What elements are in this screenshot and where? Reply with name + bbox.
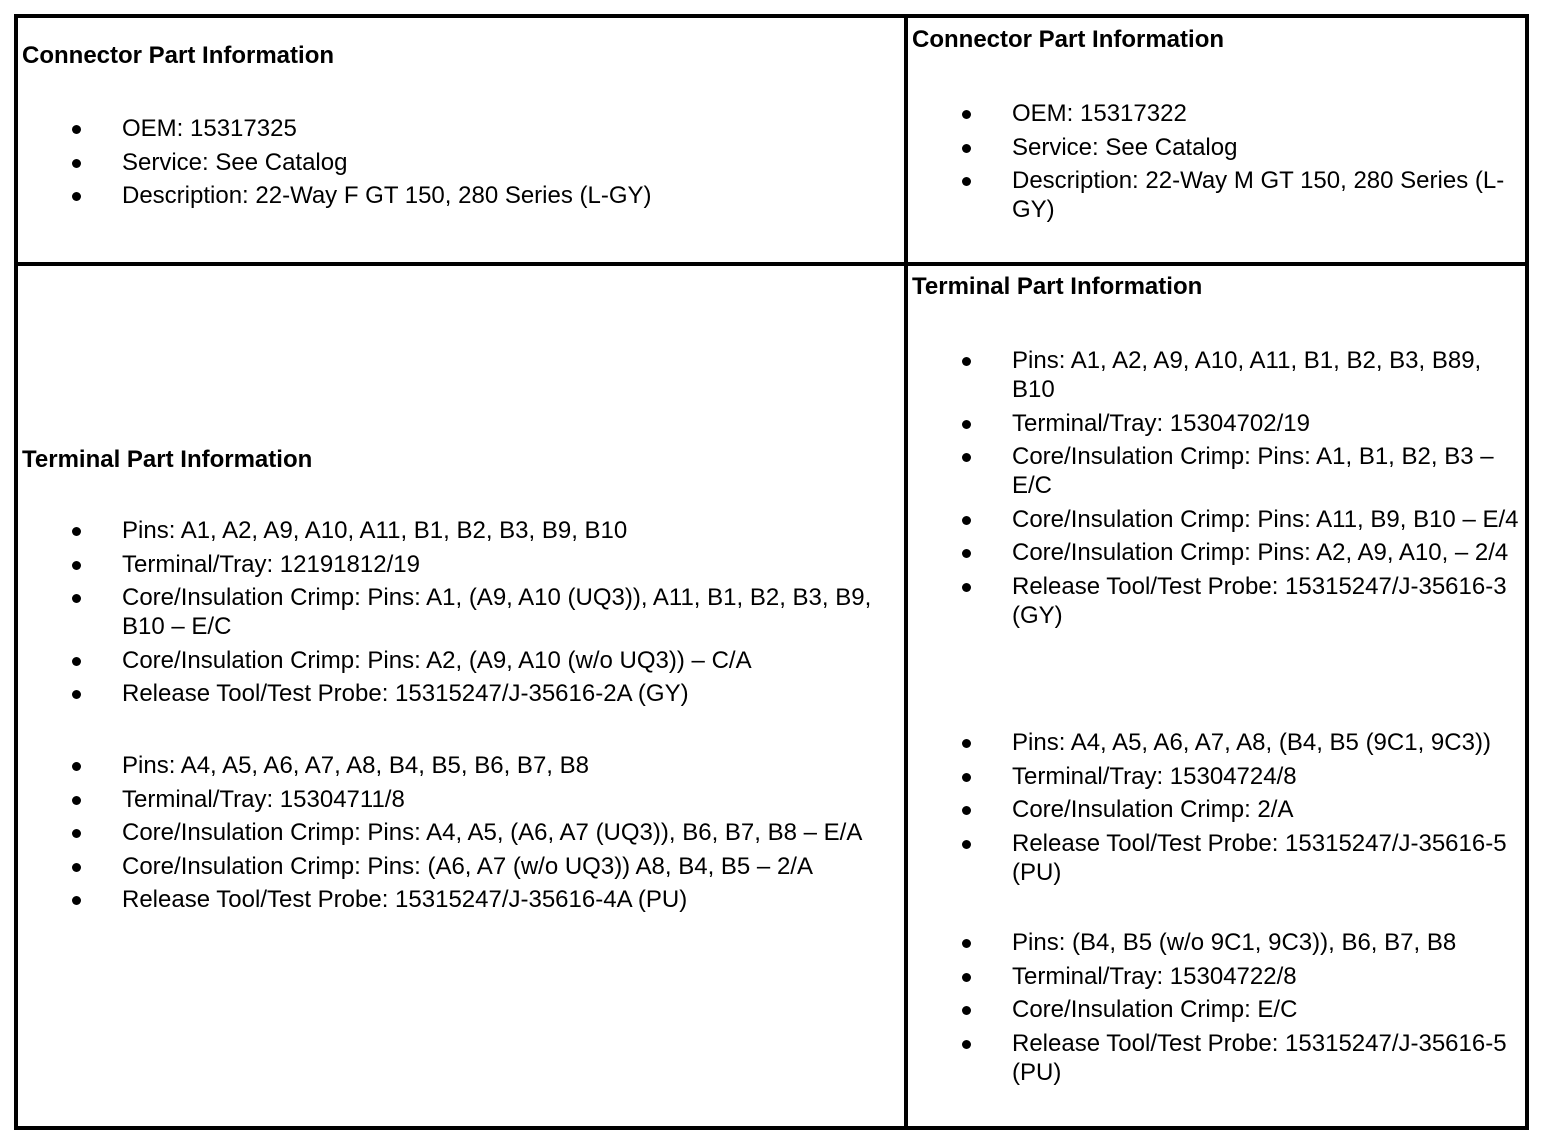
list-item: Pins: A4, A5, A6, A7, A8, (B4, B5 (9C1, 9C3)) — [1012, 728, 1524, 757]
list-item: Release Tool/Test Probe: 15315247/J-35616-5 (PU) — [1012, 1029, 1524, 1087]
terminal-group-list — [1012, 346, 1524, 634]
terminal-info-cell-left — [18, 266, 908, 1126]
list-item: Core/Insulation Crimp: Pins: A2, (A9, A10 (w/o UQ3)) – C/A — [122, 646, 902, 675]
connector-info-cell-right — [908, 18, 1525, 266]
bullet-icon — [962, 420, 971, 429]
terminal-heading: Terminal Part Information — [22, 446, 313, 473]
bullet-icon — [962, 110, 971, 119]
bullet-icon — [72, 690, 81, 699]
bullet-icon — [72, 527, 81, 536]
bullet-icon — [962, 357, 971, 366]
list-item: Terminal/Tray: 15304722/8 — [1012, 962, 1524, 991]
list-item: Release Tool/Test Probe: 15315247/J-35616-4A (PU) — [122, 885, 902, 914]
list-item: OEM: 15317322 — [1012, 99, 1524, 128]
bullet-icon — [962, 453, 971, 462]
bullet-icon — [962, 144, 971, 153]
list-item: Release Tool/Test Probe: 15315247/J-35616-3 (GY) — [1012, 572, 1524, 630]
bullet-icon — [72, 762, 81, 771]
bullet-icon — [72, 896, 81, 905]
list-item: Core/Insulation Crimp: Pins: A2, A9, A10, – 2/4 — [1012, 538, 1524, 567]
bullet-icon — [72, 192, 81, 201]
list-item: Core/Insulation Crimp: Pins: (A6, A7 (w/o UQ3)) A8, B4, B5 – 2/A — [122, 852, 902, 881]
list-item: Description: 22-Way M GT 150, 280 Series (L-GY) — [1012, 166, 1524, 224]
list-item: Terminal/Tray: 12191812/19 — [122, 550, 902, 579]
list-item: Release Tool/Test Probe: 15315247/J-35616-2A (GY) — [122, 679, 902, 708]
list-item: Core/Insulation Crimp: 2/A — [1012, 795, 1524, 824]
bullet-icon — [72, 594, 81, 603]
list-item: Core/Insulation Crimp: Pins: A1, (A9, A10 (UQ3)), A11, B1, B2, B3, B9, B10 – E/C — [122, 583, 902, 641]
bullet-icon — [962, 806, 971, 815]
list-item: Description: 22-Way F GT 150, 280 Series (L-GY) — [122, 181, 882, 210]
bullet-icon — [72, 657, 81, 666]
terminal-info-cell-right — [908, 266, 1525, 1126]
list-item: Core/Insulation Crimp: Pins: A11, B9, B10 – E/4 — [1012, 505, 1524, 534]
bullet-icon — [962, 549, 971, 558]
list-item: OEM: 15317325 — [122, 114, 882, 143]
connector-heading: Connector Part Information — [912, 26, 1225, 53]
bullet-icon — [72, 125, 81, 134]
list-item: Pins: A1, A2, A9, A10, A11, B1, B2, B3, B9, B10 — [122, 516, 902, 545]
list-item: Core/Insulation Crimp: Pins: A4, A5, (A6, A7 (UQ3)), B6, B7, B8 – E/A — [122, 818, 902, 847]
bullet-icon — [962, 1040, 971, 1049]
bullet-icon — [962, 177, 971, 186]
bullet-icon — [72, 863, 81, 872]
terminal-group-list — [1012, 728, 1524, 891]
connector-list — [122, 114, 882, 215]
connector-list — [1012, 99, 1524, 229]
connector-heading: Connector Part Information — [22, 42, 335, 69]
bullet-icon — [962, 973, 971, 982]
bullet-icon — [72, 159, 81, 168]
bullet-icon — [962, 773, 971, 782]
list-item: Pins: A4, A5, A6, A7, A8, B4, B5, B6, B7, B8 — [122, 751, 902, 780]
list-item: Service: See Catalog — [122, 148, 882, 177]
list-item: Terminal/Tray: 15304702/19 — [1012, 409, 1524, 438]
parts-info-table — [14, 14, 1529, 1130]
list-item: Terminal/Tray: 15304724/8 — [1012, 762, 1524, 791]
list-item: Service: See Catalog — [1012, 133, 1524, 162]
bullet-icon — [962, 583, 971, 592]
bullet-icon — [962, 516, 971, 525]
list-item: Release Tool/Test Probe: 15315247/J-35616-5 (PU) — [1012, 829, 1524, 887]
terminal-group-list — [122, 516, 902, 713]
list-item: Core/Insulation Crimp: E/C — [1012, 995, 1524, 1024]
bullet-icon — [72, 829, 81, 838]
list-item: Core/Insulation Crimp: Pins: A1, B1, B2, B3 – E/C — [1012, 442, 1524, 500]
bullet-icon — [962, 840, 971, 849]
list-item: Pins: A1, A2, A9, A10, A11, B1, B2, B3, B89, B10 — [1012, 346, 1524, 404]
terminal-heading: Terminal Part Information — [912, 273, 1203, 300]
terminal-group-list — [1012, 928, 1524, 1091]
terminal-group-list — [122, 751, 902, 919]
bullet-icon — [72, 561, 81, 570]
bullet-icon — [962, 739, 971, 748]
bullet-icon — [962, 939, 971, 948]
list-item: Terminal/Tray: 15304711/8 — [122, 785, 902, 814]
list-item: Pins: (B4, B5 (w/o 9C1, 9C3)), B6, B7, B8 — [1012, 928, 1524, 957]
connector-info-cell-left — [18, 18, 908, 266]
bullet-icon — [962, 1006, 971, 1015]
bullet-icon — [72, 796, 81, 805]
